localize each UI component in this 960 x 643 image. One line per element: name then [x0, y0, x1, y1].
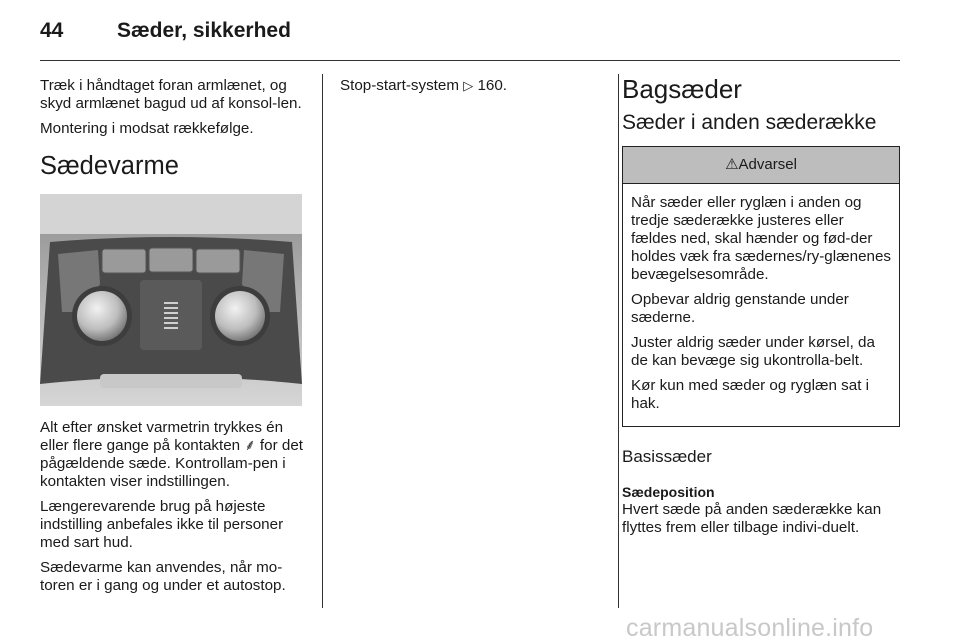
warning-header: [623, 147, 899, 184]
subsection-heading-seat-position: Sædeposition: [622, 484, 715, 500]
paragraph: Juster aldrig sæder under kørsel, da de kan bevæge sig ukontrolla-belt.: [631, 334, 875, 369]
header-rule: [40, 60, 900, 61]
heading-seat-heating: Sædevarme: [40, 152, 179, 180]
warning-triangle-icon: ⚠: [725, 156, 739, 173]
section-heading-basic-seats: Basissæder: [622, 447, 712, 466]
paragraph: Opbevar aldrig genstande under sæderne.: [631, 291, 849, 326]
paragraph: Kør kun med sæder og ryglæn sat i hak.: [631, 377, 870, 412]
heading-rear-seats: Bagsæder: [622, 74, 742, 104]
paragraph: Hvert sæde på anden sæderække kan flyttes frem eller tilbage indivi-duelt.: [622, 501, 882, 536]
column-left: [40, 77, 310, 602]
paragraph: Montering i modsat rækkefølge.: [40, 120, 254, 137]
paragraph-cross-reference: [340, 77, 600, 95]
subheading-second-row: Sæder i anden sæderække: [622, 111, 877, 134]
paragraph: Når sæder eller ryglæn i anden og tredje sæderække justeres eller fældes ned, skal hænder og fød-der holdes væk fra sædernes/ry-glænenes bevægelsesområde.: [631, 194, 891, 283]
cross-reference-page[interactable]: 160.: [477, 77, 508, 94]
paragraph: Sædevarme kan anvendes, når mo-toren er i gang og under et autostop.: [40, 559, 286, 594]
climate-control-panel-illustration: [40, 194, 302, 406]
page-title: Sæder, sikkerhed: [117, 19, 291, 42]
page-reference-icon: ▷: [463, 78, 474, 93]
paragraph: Længerevarende brug på højeste indstilling anbefales ikke til personer med sart hud.: [40, 498, 284, 551]
watermark-text: carmanualsonline.info: [626, 614, 874, 642]
warning-body: [623, 184, 899, 426]
column-divider-1: [322, 74, 323, 608]
page-number: 44: [40, 19, 64, 42]
cross-reference-text: Stop-start-system: [340, 77, 459, 94]
warning-box: [622, 146, 900, 427]
paragraph: Træk i håndtaget foran armlænet, og skyd armlænet bagud ud af konsol-len.: [40, 77, 302, 112]
paragraph: Alt efter ønsket varmetrin trykkes én eller flere gange på kontakten ⸙ for det pågældende sæde. Kontrollam-pen i kontakten viser indstillingen.: [40, 419, 303, 490]
warning-title: Advarsel: [738, 156, 797, 173]
column-middle: [340, 77, 600, 102]
column-divider-2: [618, 74, 619, 608]
column-right: [622, 74, 902, 544]
